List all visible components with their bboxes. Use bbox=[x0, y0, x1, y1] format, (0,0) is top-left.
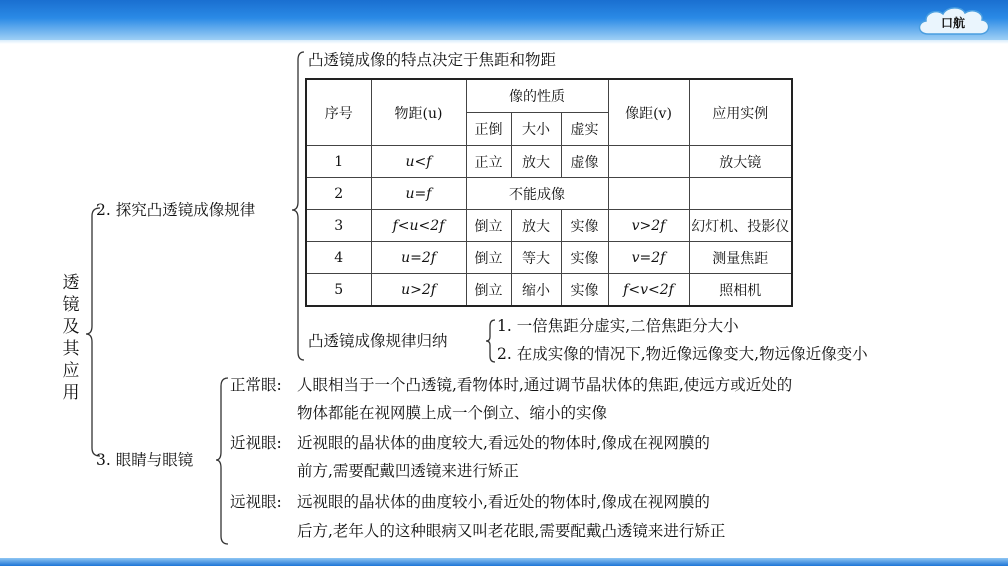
header-image-distance: 像距(v) bbox=[608, 79, 689, 146]
lens-table bbox=[305, 78, 793, 307]
normal-eye-line1: 人眼相当于一个凸透镜,看物体时,通过调节晶状体的焦距,使远方或近处的 bbox=[297, 376, 793, 394]
row-upright: 正立 bbox=[466, 146, 511, 178]
header-nature: 像的性质 bbox=[466, 79, 608, 113]
row-real-virtual: 实像 bbox=[561, 242, 608, 274]
hyperopia-term: 远视眼: bbox=[230, 493, 282, 511]
row-index: 3 bbox=[306, 210, 371, 242]
row-application: 照相机 bbox=[689, 274, 792, 307]
header-application: 应用实例 bbox=[689, 79, 792, 146]
header-bar bbox=[0, 0, 1008, 40]
summary-item-2: 2. 在成实像的情况下,物近像远像变大,物远像近像变小 bbox=[497, 345, 868, 363]
header-index: 序号 bbox=[306, 79, 371, 146]
table-row bbox=[306, 178, 792, 210]
row-real-virtual: 实像 bbox=[561, 210, 608, 242]
row-size: 缩小 bbox=[511, 274, 561, 307]
row-image-distance bbox=[608, 178, 689, 210]
myopia-term: 近视眼: bbox=[230, 434, 282, 452]
nav-button[interactable] bbox=[914, 4, 992, 42]
root-topic: 透镜及其应用 bbox=[62, 273, 80, 403]
row-application: 放大镜 bbox=[689, 146, 792, 178]
myopia-line2: 前方,需要配戴凹透镜来进行矫正 bbox=[297, 462, 519, 480]
row-image-distance: v=2f bbox=[608, 242, 689, 274]
row-real-virtual: 虚像 bbox=[561, 146, 608, 178]
row-application: 测量焦距 bbox=[689, 242, 792, 274]
summary-label: 凸透镜成像规律归纳 bbox=[308, 332, 448, 350]
header-real-virtual: 虚实 bbox=[561, 113, 608, 146]
hyperopia-line1: 远视眼的晶状体的曲度较小,看近处的物体时,像成在视网膜的 bbox=[297, 493, 710, 511]
row-application bbox=[689, 178, 792, 210]
myopia-line1: 近视眼的晶状体的曲度较大,看远处的物体时,像成在视网膜的 bbox=[297, 434, 710, 452]
section2-intro: 凸透镜成像的特点决定于焦距和物距 bbox=[308, 51, 557, 69]
header-size: 大小 bbox=[511, 113, 561, 146]
row-image-distance: f<v<2f bbox=[608, 274, 689, 307]
section3-label: 3. 眼睛与眼镜 bbox=[96, 451, 194, 469]
row-index: 4 bbox=[306, 242, 371, 274]
row-size: 放大 bbox=[511, 146, 561, 178]
normal-eye-term: 正常眼: bbox=[230, 376, 282, 394]
row-upright: 倒立 bbox=[466, 274, 511, 307]
row-image-distance: v>2f bbox=[608, 210, 689, 242]
row-index: 5 bbox=[306, 274, 371, 307]
row-object-distance: u=2f bbox=[371, 242, 466, 274]
row-object-distance: f<u<2f bbox=[371, 210, 466, 242]
header-object-distance: 物距(u) bbox=[371, 79, 466, 146]
row-image-distance bbox=[608, 146, 689, 178]
row-real-virtual: 实像 bbox=[561, 274, 608, 307]
row-size: 放大 bbox=[511, 210, 561, 242]
nav-label: 口航 bbox=[940, 16, 965, 30]
row-upright: 倒立 bbox=[466, 242, 511, 274]
header-upright: 正倒 bbox=[466, 113, 511, 146]
row-object-distance: u>2f bbox=[371, 274, 466, 307]
table-row bbox=[306, 242, 792, 274]
row-index: 2 bbox=[306, 178, 371, 210]
table-row bbox=[306, 210, 792, 242]
row-upright: 倒立 bbox=[466, 210, 511, 242]
table-row bbox=[306, 146, 792, 178]
row-size: 等大 bbox=[511, 242, 561, 274]
normal-eye-line2: 物体都能在视网膜上成一个倒立、缩小的实像 bbox=[297, 404, 608, 422]
hyperopia-line2: 后方,老年人的这种眼病又叫老花眼,需要配戴凸透镜来进行矫正 bbox=[297, 522, 726, 540]
row-index: 1 bbox=[306, 146, 371, 178]
row-merged-nature: 不能成像 bbox=[466, 178, 608, 210]
summary-item-1: 1. 一倍焦距分虚实,二倍焦距分大小 bbox=[497, 317, 739, 335]
footer-bar bbox=[0, 558, 1008, 566]
section2-label: 2. 探究凸透镜成像规律 bbox=[96, 201, 256, 219]
row-object-distance: u=f bbox=[371, 178, 466, 210]
table-row bbox=[306, 274, 792, 307]
row-application: 幻灯机、投影仪 bbox=[689, 210, 792, 242]
row-object-distance: u<f bbox=[371, 146, 466, 178]
